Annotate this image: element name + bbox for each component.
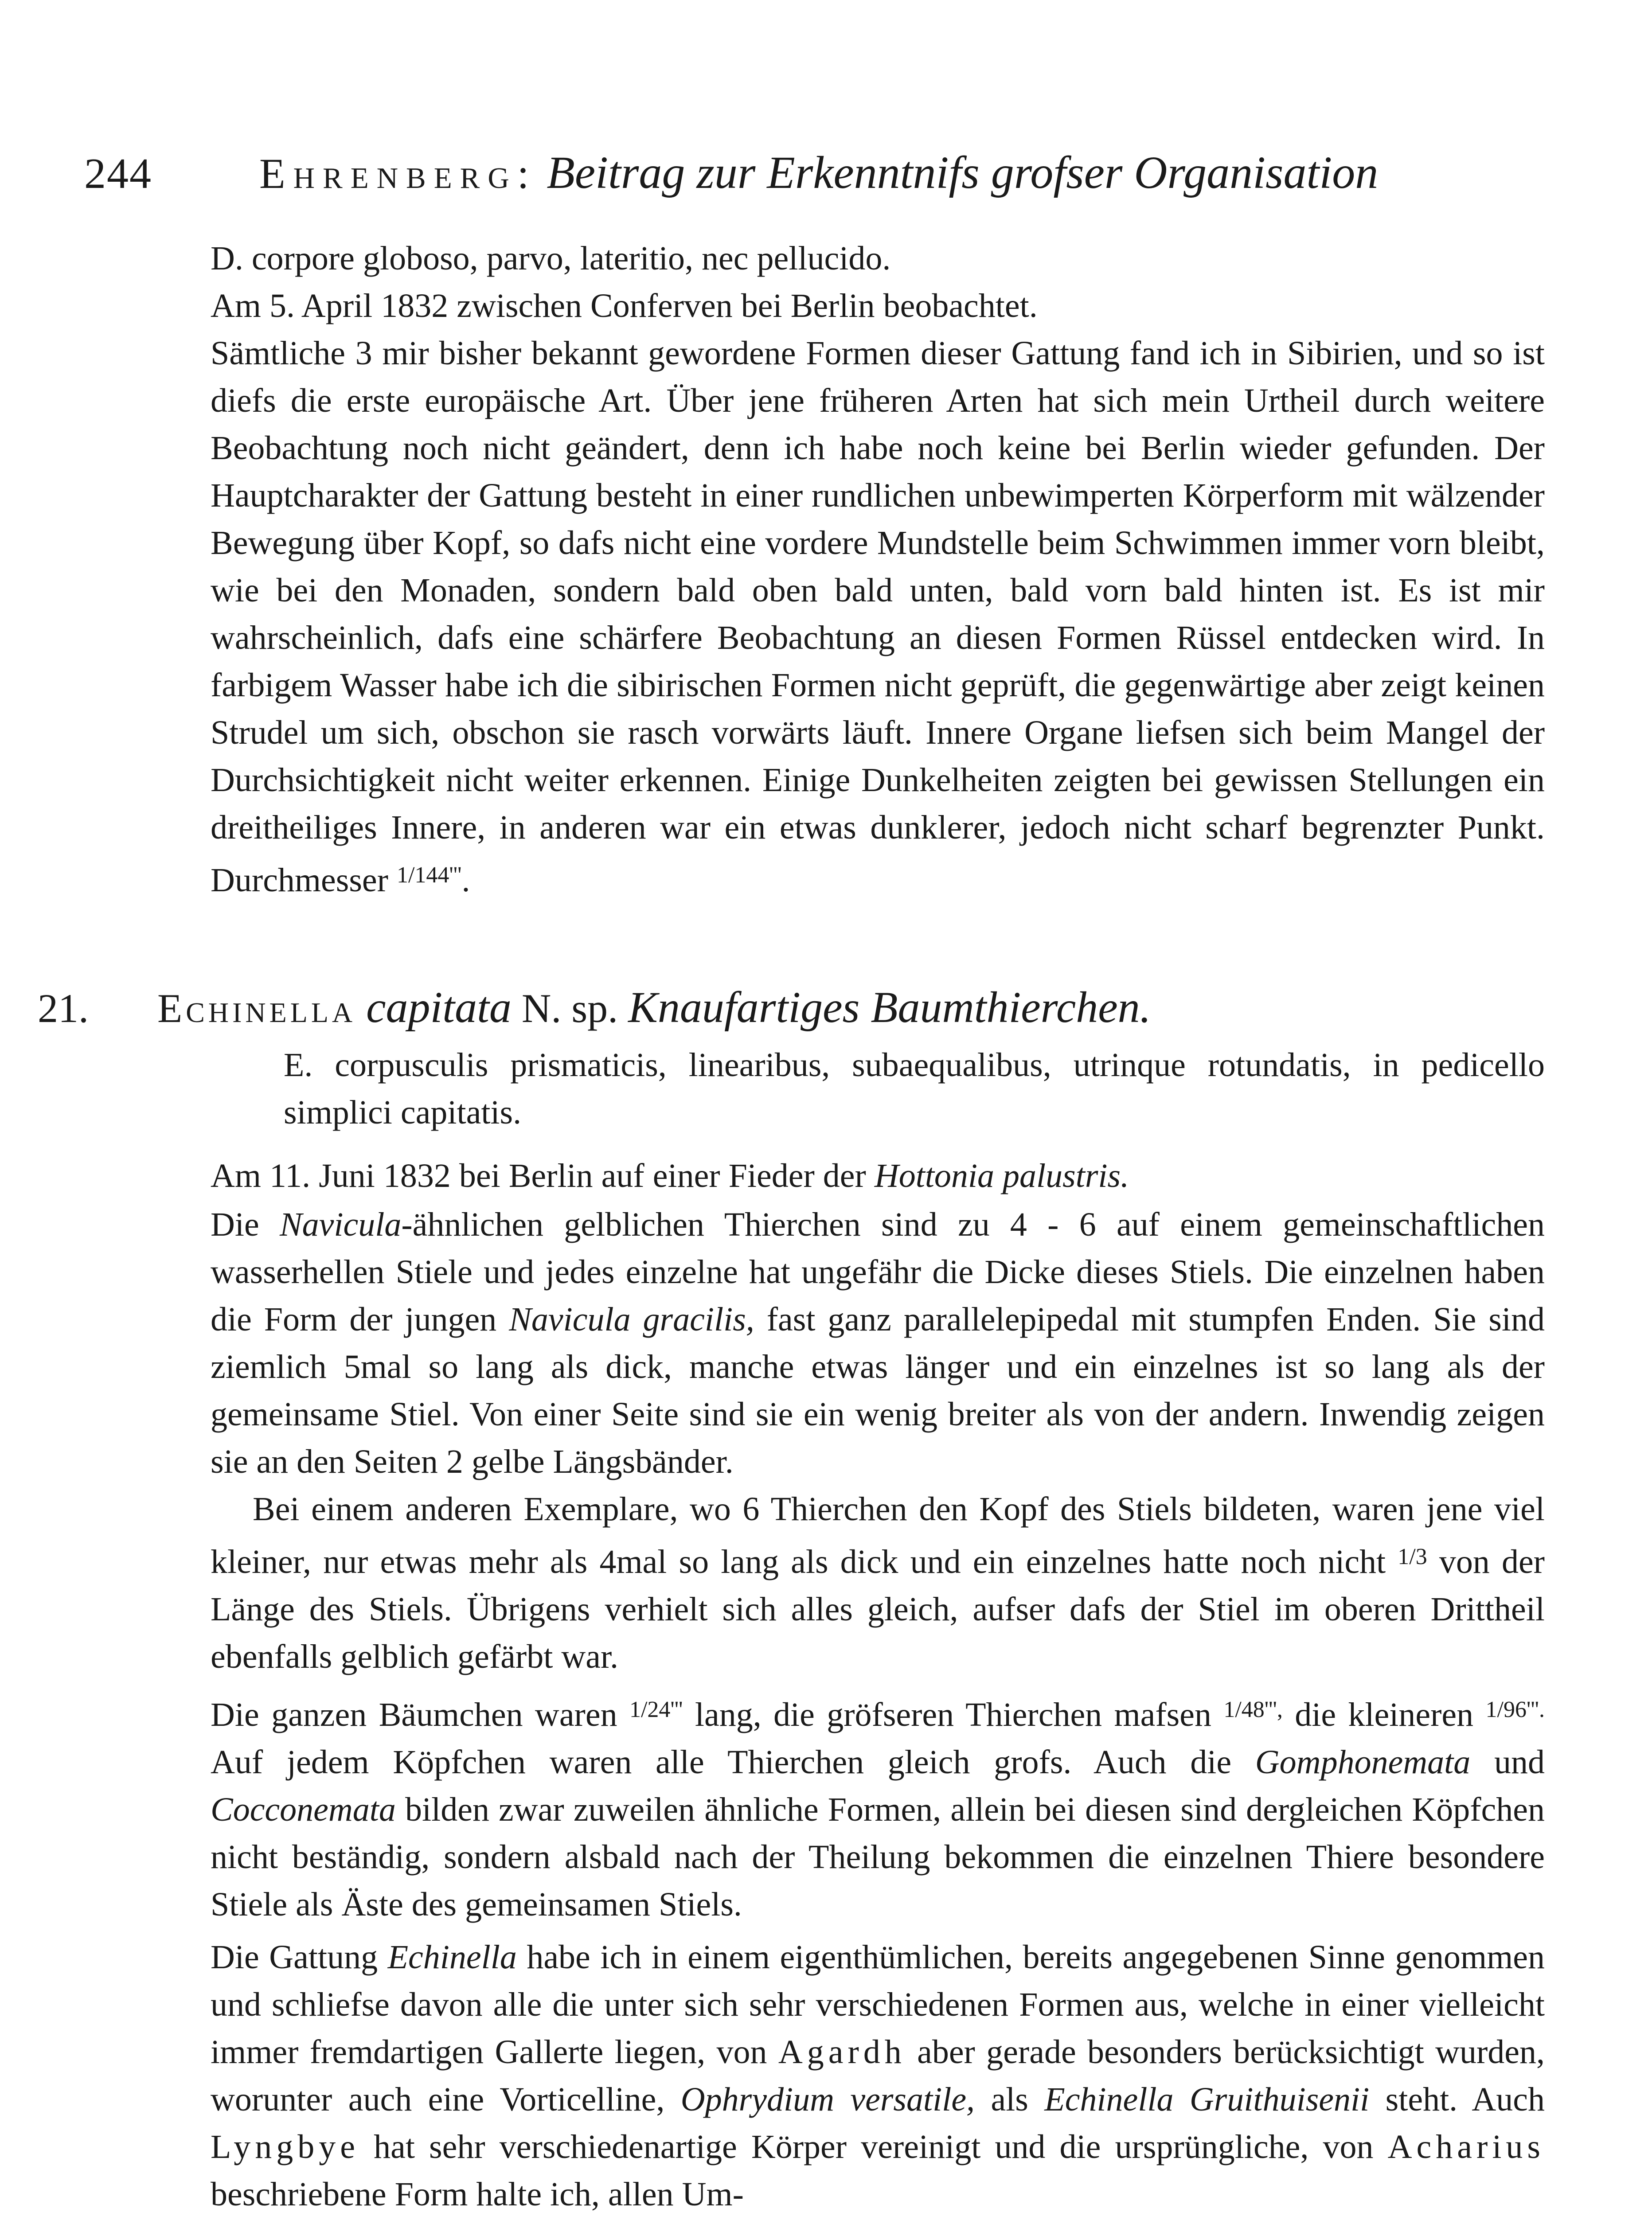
paragraph-previous <box>211 330 1545 904</box>
observation-prefix: Am 11. Juni 1832 bei Berlin auf einer Fieder der <box>211 1157 866 1194</box>
species-common-name: Knaufartiges Baumthierchen. <box>628 983 1151 1032</box>
paragraph-previous-body: Sämtliche 3 mir bisher bekannt gewordene Formen dieser Gattung fand ich in Sibirien, und so ist diefs die erste europäische Art. Über jene früheren Arten hat sich mein Urtheil durch weitere Beobachtung noch nicht geändert, denn ich habe noch keine bei Berlin wieder gefunden. Der Hauptcharakter der Gattung besteht in einer rundlichen unbewimperten Körperform mit wälzender Bewegung über Kopf, so dafs nicht eine vordere Mundstelle beim Schwimmen immer vorn bleibt, wie bei den Monaden, sondern bald oben bald unten, bald vorn bald hinten ist. Es ist mir wahrscheinlich, dafs eine schärfere Beobachtung an diesen Formen Rüssel entdecken wird. In farbigem Wasser habe ich die sibirischen Formen nicht geprüft, die gegenwärtige aber zeigt keinen Strudel um sich, obschon sie rasch vorwärts läuft. Innere Organe liefsen sich beim Mangel der Durchsichtigkeit nicht weiter erkennen. Einige Dunkelheiten zeigten bei gewissen Stellungen ein dreitheiliges Innere, in anderen war ein etwas dunklerer, jedoch nicht scharf begrenzter Punkt. Durchmesser <box>211 335 1545 899</box>
p4-gruithuisenii: Echinella Gruithuisenii <box>1044 2081 1370 2118</box>
p3-e: und <box>1494 1744 1545 1781</box>
p4-lyngbye: Lyngbye <box>211 2128 359 2165</box>
p1-c: fast ganz parallelepipedal mit stumpfen Enden. Sie sind ziemlich 5mal so lang als dick, manche etwas länger und ein einzelnes ist so lang als der gemeinsame Stiel. Von einer Seite sind sie ein wenig breiter als von der andern. Inwendig zeigen sie an den Seiten 2 gelbe Längsbänder. <box>211 1301 1545 1480</box>
paragraph-previous-text <box>211 330 1545 904</box>
paragraph-2 <box>211 1486 1545 1681</box>
running-header <box>84 146 1560 208</box>
species-observation <box>211 1152 1545 1200</box>
p3-frac1: 1/24''' <box>629 1697 683 1722</box>
species-nsp: N. sp. <box>521 986 618 1031</box>
species-heading <box>38 982 1545 1033</box>
p4-c: aber gerade besonders berücksichtigt wurden, worunter auch eine Vorticelline, <box>211 2033 1545 2118</box>
species-observation-text <box>211 1152 1545 1200</box>
diameter-fraction: 1/144''' <box>396 862 462 888</box>
species-body <box>211 1201 1545 2216</box>
observation-plant: Hottonia palustris. <box>874 1157 1129 1194</box>
paragraph-previous-end: . <box>461 862 470 899</box>
species-number: 21. <box>38 986 89 1031</box>
p4-d: als <box>991 2081 1028 2118</box>
species-genus: Echinella <box>157 986 356 1031</box>
p4-agardh: Agardh <box>778 2033 906 2071</box>
p1-b: -ähnlichen gelblichen Thierchen sind zu 4 - 6 auf einem gemeinschaftlichen wasserhellen Stiele und jedes einzelne hat ungefähr die Dicke dieses Stiels. Die einzelnen haben die Form der jungen <box>211 1206 1545 1338</box>
p3-gomphonemata: Gomphonemata <box>1255 1744 1471 1781</box>
header-separator: : <box>517 150 529 197</box>
paragraph-1 <box>211 1201 1545 1486</box>
p2-a: Bei einem anderen Exemplare, wo 6 Thierchen den Kopf des Stiels bildeten, waren jene viel kleiner, nur etwas mehr als 4mal so lang als dick und ein einzelnes hatte noch nicht <box>211 1490 1545 1580</box>
observation-previous: Am 5. April 1832 zwischen Conferven bei Berlin beobachtet. <box>211 287 1038 324</box>
p3-a: Die ganzen Bäumchen waren <box>211 1696 617 1733</box>
p4-echinella: Echinella <box>387 1939 517 1976</box>
p4-e: steht. Auch <box>1385 2081 1545 2118</box>
p1-navicula: Navicula <box>279 1206 402 1243</box>
p4-g: beschriebene Form halte ich, allen Um- <box>211 2176 744 2213</box>
p1-navicula-gracilis: Navicula gracilis, <box>509 1301 754 1338</box>
p4-f: hat sehr verschiedenartige Körper vereinigt und die ursprüngliche, von <box>374 2128 1374 2165</box>
p2-fraction: 1/3 <box>1398 1544 1427 1569</box>
p4-a: Die Gattung <box>211 1939 378 1976</box>
p3-d: Auf jedem Köpfchen waren alle Thierchen gleich grofs. Auch die <box>211 1744 1232 1781</box>
species-diagnosis <box>284 1042 1545 1136</box>
p4-ophrydium: Ophrydium versatile, <box>680 2081 975 2118</box>
p1-a: Die <box>211 1206 259 1243</box>
p3-b: lang, die gröfseren Thierchen mafsen <box>695 1696 1211 1733</box>
paragraph-4 <box>211 1934 1545 2216</box>
p4-b: habe ich in einem eigenthümlichen, bereits angegebenen Sinne genommen und schliefse davon alle die unter sich sehr verschiedenen Formen aus, welche in einer vielleicht immer fremdartigen Gallerte liegen, von <box>211 1939 1545 2071</box>
p3-frac3: 1/96'''. <box>1485 1697 1545 1722</box>
header-author: Ehrenberg <box>259 150 517 197</box>
page-number: 244 <box>84 150 152 198</box>
p4-acharius: Acharius <box>1387 2128 1545 2165</box>
p3-cocconemata: Cocconemata <box>211 1791 396 1828</box>
diagnosis-previous: D. corpore globoso, parvo, lateritio, nec pellucido. <box>211 240 891 277</box>
p2-b: von der Länge des Stiels. Übrigens verhielt sich alles gleich, aufser dafs der Stiel im oberen Drittheil ebenfalls gelblich gefärbt war. <box>211 1543 1545 1675</box>
species-diagnosis-text: E. corpusculis prismaticis, linearibus, subaequalibus, utrinque rotundatis, in pedicello simplici capitatis. <box>284 1046 1545 1131</box>
block-previous-species <box>211 235 1545 330</box>
paragraph-3 <box>211 1686 1545 1928</box>
p3-frac2: 1/48''', <box>1223 1697 1283 1722</box>
species-epithet: capitata <box>366 983 512 1032</box>
p3-c: die kleineren <box>1295 1696 1474 1733</box>
p3-f: bilden zwar zuweilen ähnliche Formen, allein bei diesen sind dergleichen Köpfchen nicht beständig, sondern alsbald nach der Theilung bekommen die einzelnen Thiere besondere Stiele als Äste des gemeinsamen Stiels. <box>211 1791 1545 1923</box>
header-title: Beitrag zur Erkenntnifs grofser Organisation <box>547 147 1379 198</box>
